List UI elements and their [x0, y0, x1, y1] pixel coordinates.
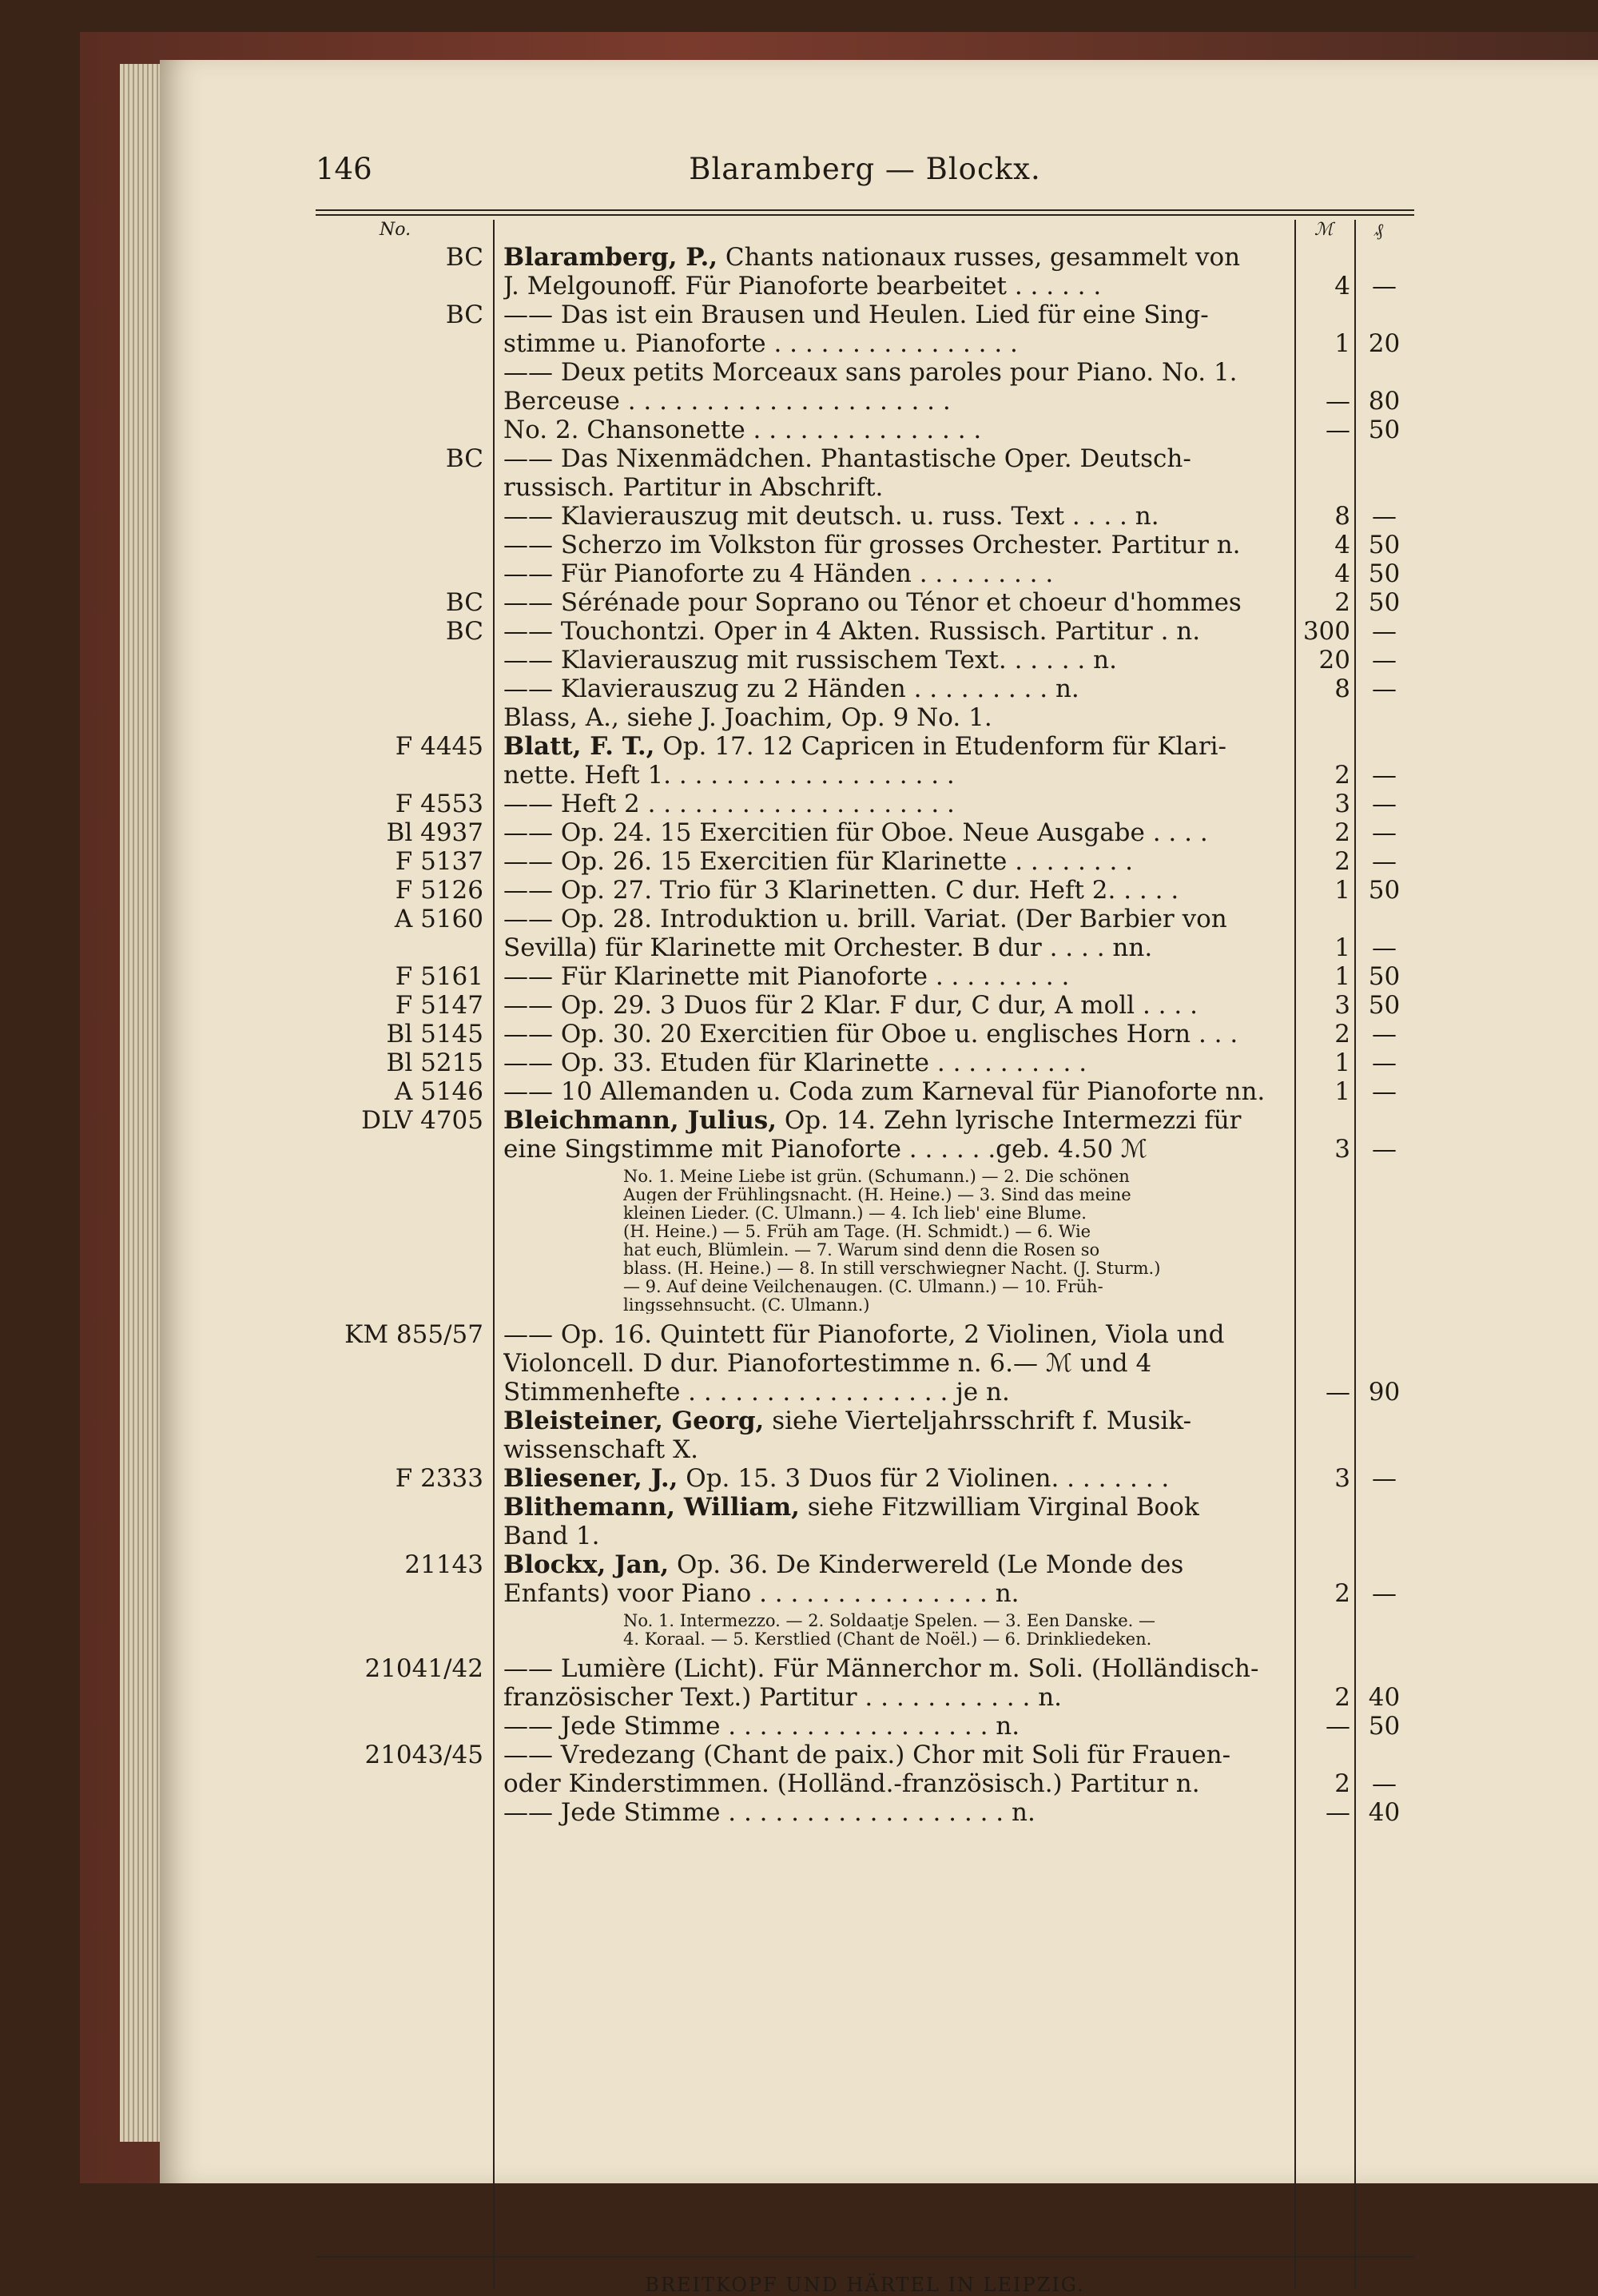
price-marks: — [1326, 1378, 1350, 1407]
entry-text: Stimmenhefte . . . . . . . . . . . . . . . . . je n. [503, 1379, 1010, 1406]
entry-text: oder Kinderstimmen. (Holländ.-französisch.) Partitur n. [503, 1770, 1200, 1797]
entry-text: Blockx, Jan, Op. 36. De Kinderwereld (Le Monde des [503, 1551, 1184, 1578]
price-marks: 300 [1302, 617, 1350, 646]
price-marks: — [1326, 1712, 1350, 1741]
catalog-number: F 4445 [395, 732, 483, 761]
catalog-number: BC [445, 444, 483, 473]
entry-text: —— Op. 29. 3 Duos für 2 Klar. F dur, C dur, A moll . . . . [503, 992, 1198, 1019]
publisher-imprint: BREITKOPF UND HÄRTEL IN LEIPZIG. [645, 2274, 1085, 2296]
entry-text: —— Heft 2 . . . . . . . . . . . . . . . . . . . . [503, 790, 955, 818]
entry-text: —— Scherzo im Volkston für grosses Orchester. Partitur n. [503, 531, 1241, 559]
entry-text: Bleichmann, Julius, Op. 14. Zehn lyrische Intermezzi für [503, 1107, 1242, 1134]
price-marks: — [1326, 416, 1350, 444]
price-marks: 2 [1334, 818, 1350, 847]
running-title: Blaramberg — Blockx. [689, 152, 1041, 186]
price-pfennig: 50 [1368, 991, 1401, 1020]
price-pfennig: — [1372, 1077, 1397, 1106]
entry-text: —— Deux petits Morceaux sans paroles pour Piano. No. 1. [503, 359, 1238, 386]
price-marks: 2 [1334, 761, 1350, 790]
entry-text: nette. Heft 1. . . . . . . . . . . . . . . . . . . [503, 762, 955, 789]
entry-text: J. Melgounoff. Für Pianoforte bearbeitet . . . . . . [503, 273, 1102, 300]
entry-text: Bleisteiner, Georg, siehe Vierteljahrsschrift f. Musik- [503, 1407, 1192, 1435]
entry-text: russisch. Partitur in Abschrift. [503, 474, 884, 501]
price-marks: 8 [1334, 502, 1350, 531]
price-marks: 2 [1334, 588, 1350, 617]
entry-text: —— Sérénade pour Soprano ou Ténor et choeur d'hommes [503, 589, 1242, 616]
entry-text: —— Klavierauszug mit deutsch. u. russ. Text . . . . n. [503, 503, 1159, 530]
catalog-number: KM 855/57 [344, 1320, 483, 1349]
entry-text: —— Klavierauszug mit russischem Text. . . . . . n. [503, 647, 1117, 674]
price-marks: 1 [1334, 329, 1350, 358]
price-pfennig: 90 [1368, 1378, 1401, 1407]
price-pfennig: 40 [1368, 1798, 1401, 1827]
entry-text: —— Op. 28. Introduktion u. brill. Variat. (Der Barbier von [503, 905, 1227, 933]
price-marks: 3 [1334, 1135, 1350, 1164]
entry-text: —— Op. 30. 20 Exercitien für Oboe u. englisches Horn . . . [503, 1021, 1238, 1048]
price-marks: 4 [1334, 272, 1350, 300]
column-divider-no [493, 220, 495, 2290]
price-marks: — [1326, 387, 1350, 416]
contents-text: hat euch, Blümlein. — 7. Warum sind denn die Rosen so [623, 1241, 1100, 1259]
contents-text: 4. Koraal. — 5. Kerstlied (Chant de Noël.) — 6. Drinkliedeken. [623, 1630, 1152, 1648]
price-pfennig: — [1372, 617, 1397, 646]
entry-text: —— Touchontzi. Oper in 4 Akten. Russisch. Partitur . n. [503, 618, 1201, 645]
catalog-table [316, 220, 1414, 2290]
entry-text: Blithemann, William, siehe Fitzwilliam Virginal Book [503, 1494, 1199, 1521]
price-pfennig: 80 [1368, 387, 1401, 416]
entry-text: Band 1. [503, 1522, 600, 1550]
price-marks: 3 [1334, 790, 1350, 818]
price-marks: 2 [1334, 1683, 1350, 1712]
catalog-number: A 5160 [394, 905, 483, 933]
entry-text: —— Op. 27. Trio für 3 Klarinetten. C dur. Heft 2. . . . . [503, 877, 1179, 904]
contents-text: — 9. Auf deine Veilchenaugen. (C. Ulmann.) — 10. Früh- [623, 1278, 1103, 1295]
price-pfennig: — [1372, 1464, 1397, 1493]
price-marks: 1 [1334, 1077, 1350, 1106]
catalog-number: Bl 4937 [386, 818, 483, 847]
entry-text: wissenschaft X. [503, 1436, 699, 1463]
price-marks: 3 [1334, 1464, 1350, 1493]
entry-text: Berceuse . . . . . . . . . . . . . . . . . . . . . [503, 388, 951, 415]
price-pfennig: — [1372, 502, 1397, 531]
column-head-marks: ℳ [1314, 220, 1334, 240]
entry-text: Enfants) voor Piano . . . . . . . . . . . . . . . n. [503, 1580, 1020, 1607]
contents-text: (H. Heine.) — 5. Früh am Tage. (H. Schmidt.) — 6. Wie [623, 1223, 1091, 1240]
entry-text: —— Für Pianoforte zu 4 Händen . . . . . . . . . [503, 560, 1054, 587]
catalog-number: F 5126 [395, 876, 483, 905]
price-pfennig: — [1372, 818, 1397, 847]
catalog-number: 21041/42 [364, 1654, 483, 1683]
page-header [316, 152, 1414, 200]
price-pfennig: 50 [1368, 588, 1401, 617]
price-pfennig: — [1372, 933, 1397, 962]
entry-text: eine Singstimme mit Pianoforte . . . . . .geb. 4.50 ℳ [503, 1136, 1147, 1163]
entry-text: No. 2. Chansonette . . . . . . . . . . . . . . . [503, 416, 982, 444]
entry-text: —— Jede Stimme . . . . . . . . . . . . . . . . . n. [503, 1713, 1020, 1740]
footer-rule [316, 2256, 1414, 2258]
price-pfennig: 40 [1368, 1683, 1401, 1712]
price-marks: — [1326, 1798, 1350, 1827]
entry-text: Bliesener, J., Op. 15. 3 Duos für 2 Violinen. . . . . . . . [503, 1465, 1170, 1492]
contents-text: blass. (H. Heine.) — 8. In still verschwiegner Nacht. (J. Sturm.) [623, 1259, 1161, 1277]
price-pfennig: 50 [1368, 1712, 1401, 1741]
entry-text: französischer Text.) Partitur . . . . . . . . . . . n. [503, 1684, 1063, 1711]
price-marks: 1 [1334, 876, 1350, 905]
price-pfennig: — [1372, 674, 1397, 703]
price-pfennig: — [1372, 1579, 1397, 1608]
column-divider-marks [1294, 220, 1296, 2290]
entry-text: —— Op. 16. Quintett für Pianoforte, 2 Violinen, Viola und [503, 1321, 1225, 1348]
header-rule-2 [316, 214, 1414, 216]
catalog-number: BC [445, 243, 483, 272]
price-pfennig: 50 [1368, 962, 1401, 991]
price-pfennig: — [1372, 790, 1397, 818]
price-pfennig: 50 [1368, 531, 1401, 559]
price-marks: 8 [1334, 674, 1350, 703]
entry-text: stimme u. Pianoforte . . . . . . . . . . . . . . . . [503, 330, 1018, 357]
catalog-number: BC [445, 588, 483, 617]
catalog-number: 21043/45 [364, 1741, 483, 1769]
price-pfennig: 50 [1368, 876, 1401, 905]
entry-text: Sevilla) für Klarinette mit Orchester. B dur . . . . nn. [503, 934, 1153, 961]
column-divider-pf [1354, 220, 1356, 2290]
catalog-number: BC [445, 300, 483, 329]
catalog-number: F 5161 [395, 962, 483, 991]
contents-text: No. 1. Intermezzo. — 2. Soldaatje Spelen. — 3. Een Danske. — [623, 1612, 1155, 1629]
catalog-number: F 5137 [395, 847, 483, 876]
entry-text: —— Op. 33. Etuden für Klarinette . . . . . . . . . . [503, 1049, 1087, 1076]
entry-text: —— Klavierauszug zu 2 Händen . . . . . . . . . n. [503, 675, 1079, 702]
entry-text: —— Für Klarinette mit Pianoforte . . . . . . . . . [503, 963, 1070, 990]
price-pfennig: — [1372, 761, 1397, 790]
price-pfennig: — [1372, 1049, 1397, 1077]
price-marks: 1 [1334, 962, 1350, 991]
entry-text: —— Das ist ein Brausen und Heulen. Lied für eine Sing- [503, 301, 1209, 328]
entry-text: —— Op. 24. 15 Exercitien für Oboe. Neue Ausgabe . . . . [503, 819, 1208, 846]
entry-text: —— Op. 26. 15 Exercitien für Klarinette . . . . . . . . [503, 848, 1134, 875]
catalog-number: 21143 [404, 1550, 483, 1579]
entry-text: —— Das Nixenmädchen. Phantastische Oper. Deutsch- [503, 445, 1191, 472]
price-marks: 2 [1334, 1020, 1350, 1049]
price-pfennig: 20 [1368, 329, 1401, 358]
catalog-number: Bl 5215 [386, 1049, 483, 1077]
contents-text: No. 1. Meine Liebe ist grün. (Schumann.) — 2. Die schönen [623, 1168, 1130, 1185]
entry-text: —— Vredezang (Chant de paix.) Chor mit Soli für Frauen- [503, 1741, 1231, 1769]
price-marks: 1 [1334, 1049, 1350, 1077]
contents-text: lingssehnsucht. (C. Ulmann.) [623, 1296, 870, 1314]
price-marks: 2 [1334, 847, 1350, 876]
contents-text: kleinen Lieder. (C. Ulmann.) — 4. Ich lieb' eine Blume. [623, 1204, 1087, 1222]
price-pfennig: 50 [1368, 559, 1401, 588]
entry-text: Violoncell. D dur. Pianofortestimme n. 6.— ℳ und 4 [503, 1350, 1152, 1377]
price-pfennig: — [1372, 646, 1397, 674]
entry-text: —— Jede Stimme . . . . . . . . . . . . . . . . . . n. [503, 1799, 1036, 1826]
page-number: 146 [316, 152, 372, 186]
price-marks: 3 [1334, 991, 1350, 1020]
price-marks: 2 [1334, 1579, 1350, 1608]
price-pfennig: — [1372, 1769, 1397, 1798]
entry-text: Blass, A., siehe J. Joachim, Op. 9 No. 1. [503, 704, 992, 731]
entry-text: —— Lumière (Licht). Für Männerchor m. Soli. (Holländisch- [503, 1655, 1259, 1682]
price-marks: 20 [1318, 646, 1350, 674]
price-marks: 4 [1334, 559, 1350, 588]
price-marks: 2 [1334, 1769, 1350, 1798]
catalog-number: F 5147 [395, 991, 483, 1020]
contents-text: Augen der Frühlingsnacht. (H. Heine.) — 3. Sind das meine [623, 1186, 1131, 1204]
catalog-number: F 2333 [395, 1464, 483, 1493]
catalog-number: BC [445, 617, 483, 646]
header-rule [316, 209, 1414, 211]
catalog-number: A 5146 [394, 1077, 483, 1106]
price-pfennig: — [1372, 272, 1397, 300]
entry-text: Blaramberg, P., Chants nationaux russes, gesammelt von [503, 244, 1241, 271]
catalog-number: DLV 4705 [361, 1106, 483, 1135]
price-pfennig: 50 [1368, 416, 1401, 444]
catalog-number: F 4553 [395, 790, 483, 818]
price-pfennig: — [1372, 1135, 1397, 1164]
column-head-no: No. [380, 220, 411, 240]
price-pfennig: — [1372, 847, 1397, 876]
price-marks: 1 [1334, 933, 1350, 962]
entry-text: —— 10 Allemanden u. Coda zum Karneval für Pianoforte nn. [503, 1078, 1266, 1105]
column-head-pf: ₰ [1374, 221, 1383, 241]
entry-text: Blatt, F. T., Op. 17. 12 Capricen in Etudenform für Klari- [503, 733, 1227, 760]
price-pfennig: — [1372, 1020, 1397, 1049]
catalog-number: Bl 5145 [386, 1020, 483, 1049]
price-marks: 4 [1334, 531, 1350, 559]
